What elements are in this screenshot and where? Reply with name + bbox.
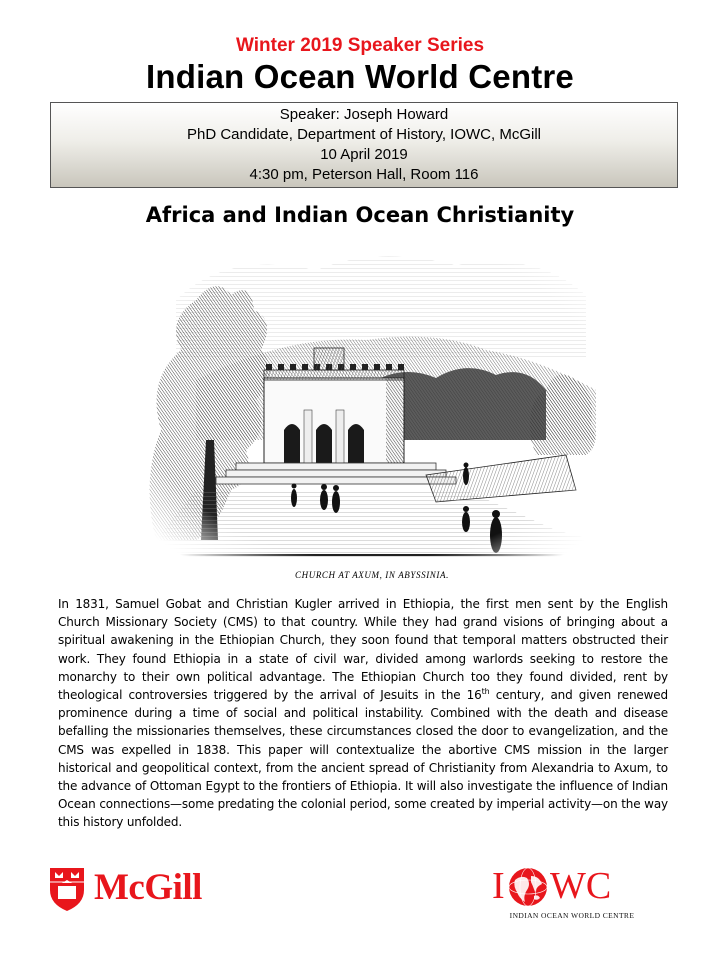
mcgill-wordmark: McGill bbox=[94, 867, 202, 908]
abstract-text-part2: century, and given renewed prominence during a time of social and political instability. Combined with the death and disease befalling the missionaries themselves, these circumstances closed the door to evangelization, and the CMS was expelled in 1838. This paper will contextualize the abortive CMS mission in the larger historical and geopolitical context, from the ancient spread of Christianity from Alexandria to Axum, to the advance of Ottoman Egypt to the frontiers of Ethiopia. It will also investigate the influence of Indian Ocean connections—some predating the colonial period, some created by imperial activity—on the way this history unfolded. bbox=[58, 688, 668, 830]
series-title: Winter 2019 Speaker Series bbox=[235, 35, 485, 56]
date-line: 10 April 2019 bbox=[320, 146, 408, 163]
time-place-line: 4:30 pm, Peterson Hall, Room 116 bbox=[249, 166, 479, 183]
affiliation-line: PhD Candidate, Department of History, IOWC, McGill bbox=[187, 126, 541, 143]
church-engraving-image bbox=[136, 240, 608, 572]
mcgill-shield-icon bbox=[48, 866, 86, 912]
globe-icon bbox=[507, 866, 549, 908]
iowc-logo bbox=[492, 864, 652, 924]
image-caption: CHURCH AT AXUM, IN ABYSSINIA. bbox=[295, 570, 449, 580]
iowc-letters-wc: WC bbox=[550, 865, 612, 907]
abstract-paragraph bbox=[58, 595, 668, 832]
iowc-letter-i: I bbox=[492, 865, 505, 907]
speaker-line: Speaker: Joseph Howard bbox=[279, 106, 449, 123]
event-info-box bbox=[50, 102, 678, 188]
iowc-subtitle: INDIAN OCEAN WORLD CENTRE bbox=[509, 911, 635, 920]
centre-name: Indian Ocean World Centre bbox=[146, 58, 574, 95]
abstract-text-part1: In 1831, Samuel Gobat and Christian Kugler arrived in Ethiopia, the first men sent by the English Church Missionary Society (CMS) to that country. While they had grand visions of bringing about a spiritual awakening in the Ethiopian Church, they soon found that temporal matters obstructed their work. They found Ethiopia in a state of civil war, divided among warlords seeking to restore the monarchy to their own political advantage. The Ethiopian Church too they found divided, rent by theological controversies triggered by the arrival of Jesuits in the 16 bbox=[58, 597, 668, 703]
mcgill-logo bbox=[48, 866, 238, 914]
abstract-superscript: th bbox=[481, 687, 490, 697]
talk-title: Africa and Indian Ocean Christianity bbox=[145, 203, 575, 227]
